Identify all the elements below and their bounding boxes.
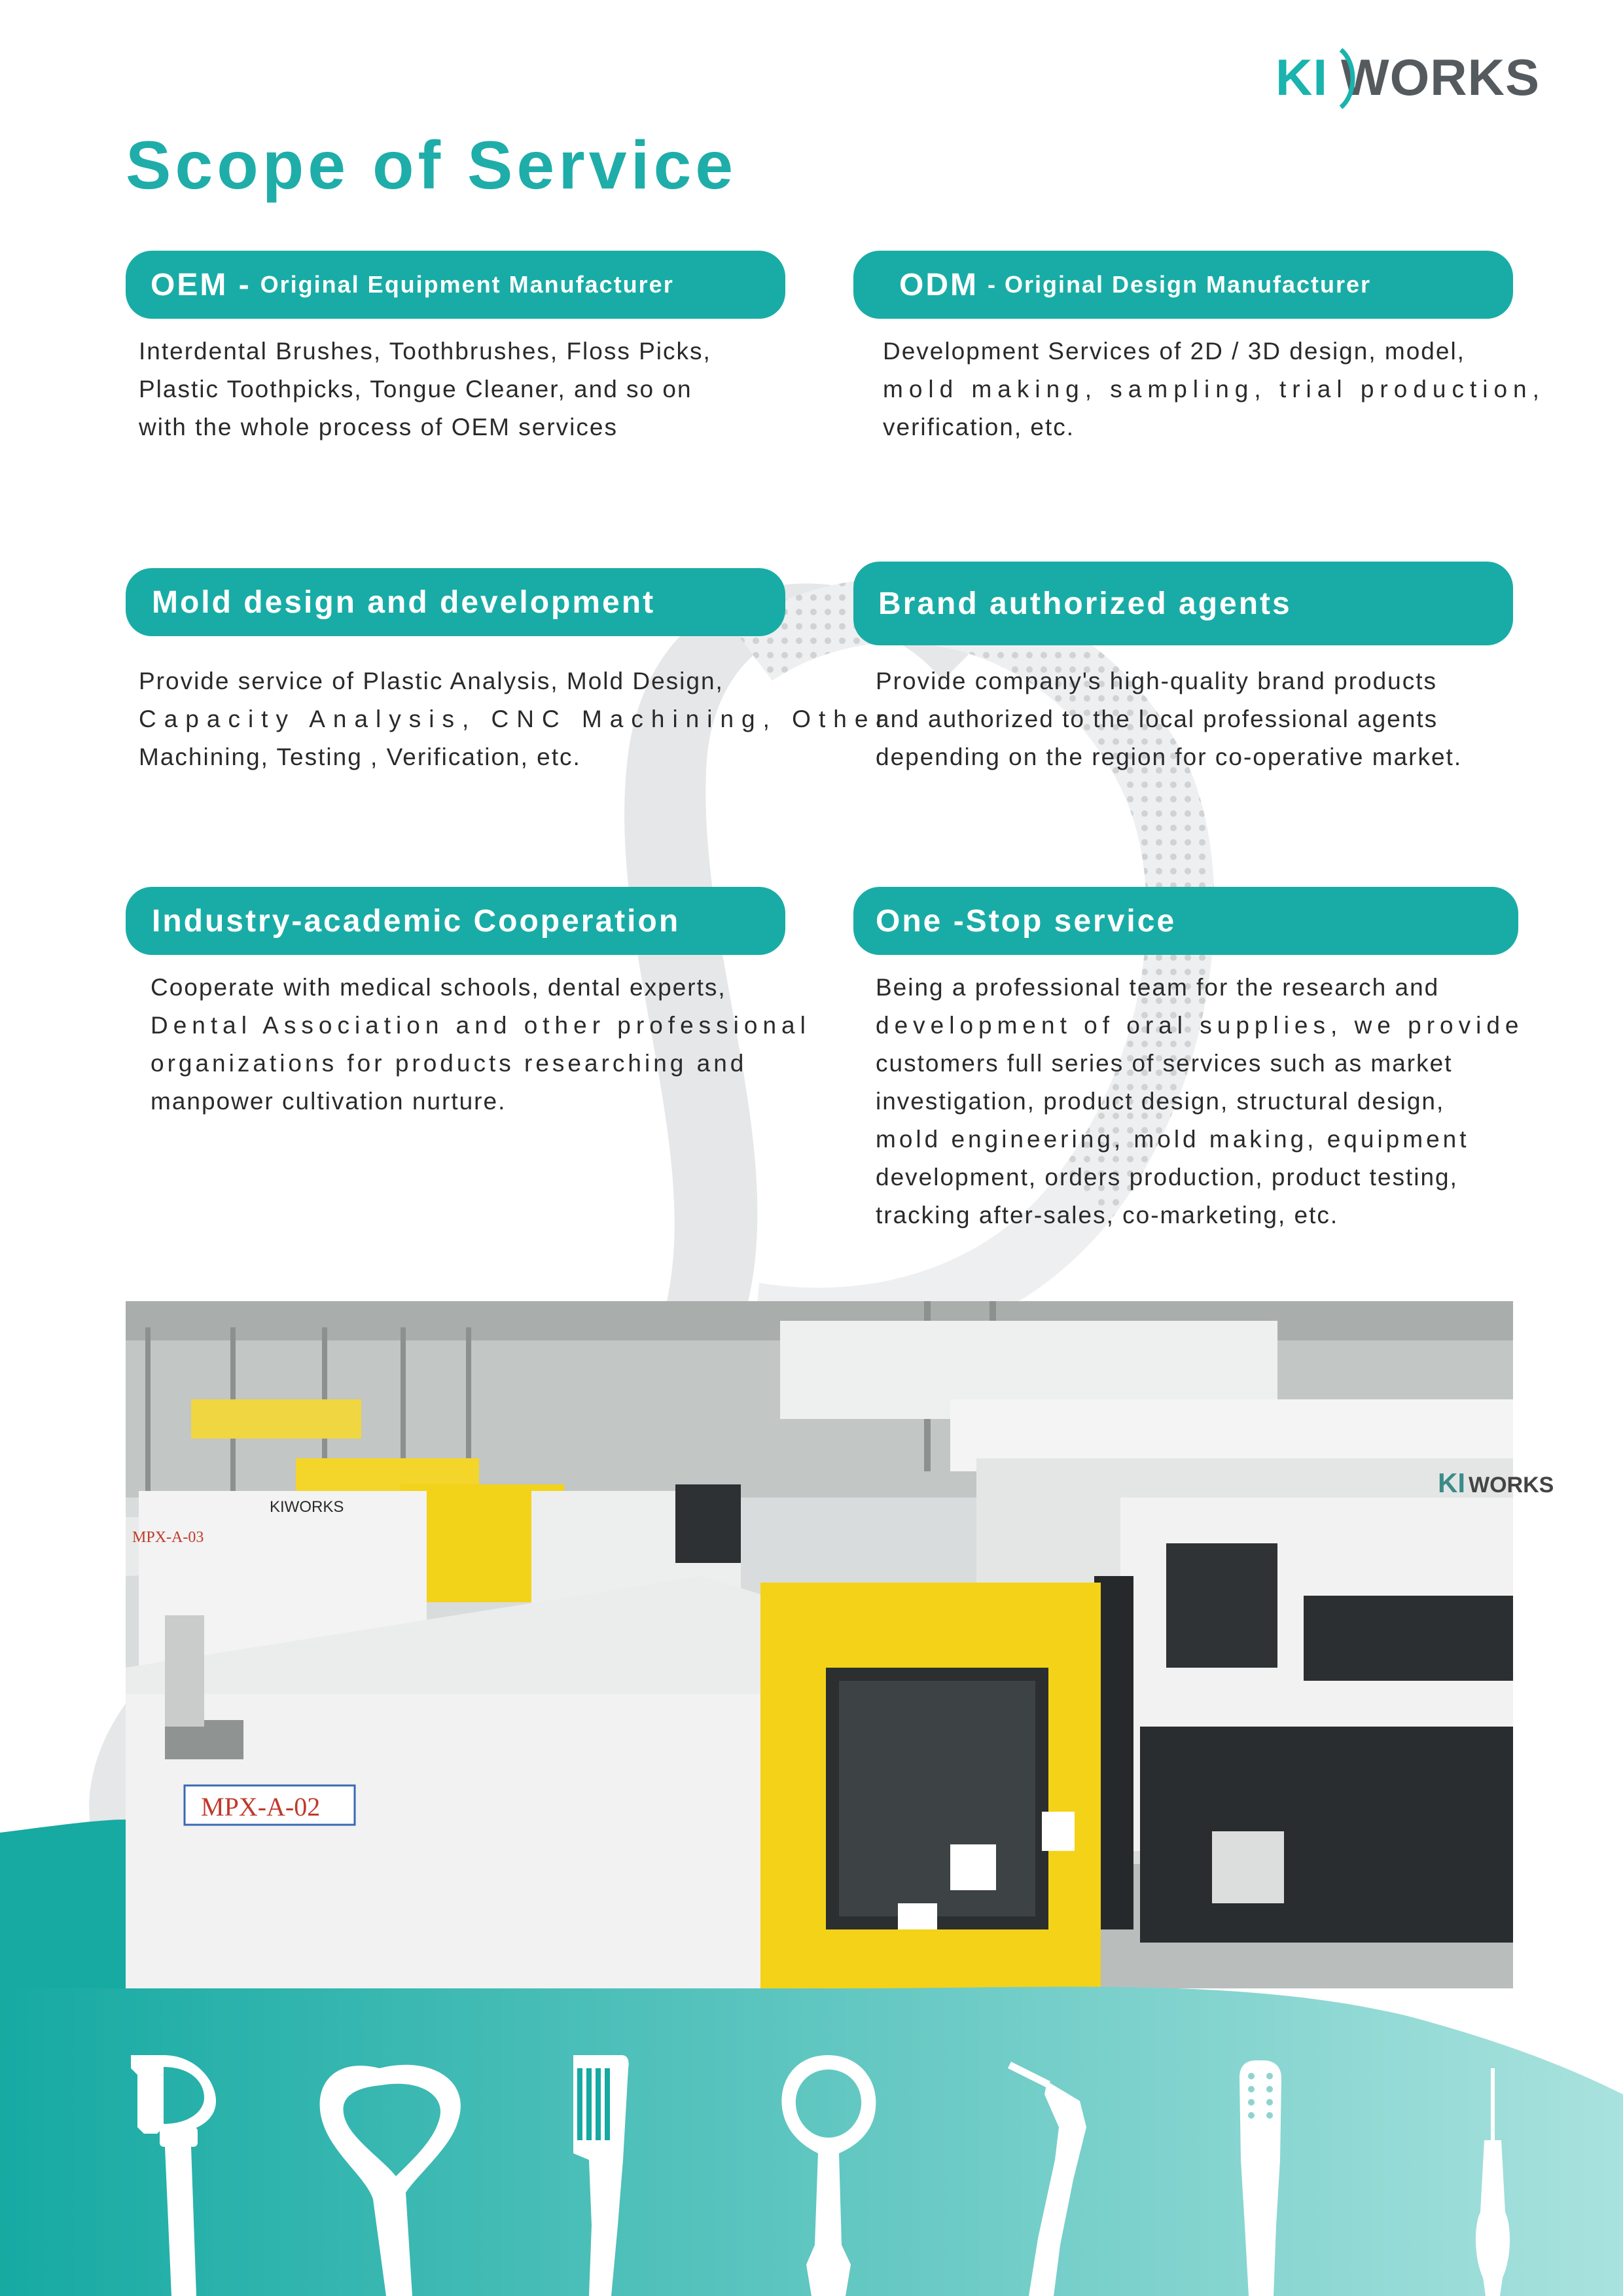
section-description-mold-design [139,662,892,776]
section-header-odm [853,251,1513,319]
interdental-brush-icon [1476,2068,1510,2296]
desc-line: development of oral supplies, we provide [876,1012,1524,1039]
desc-line: Plastic Toothpicks, Tongue Cleaner, and so on [139,376,692,403]
angled-interdental-brush-icon [1008,2062,1086,2296]
oral-care-tools-row [0,2029,1623,2296]
machine-brand-plate-ki: KI [1438,1467,1465,1498]
desc-line: with the whole process of OEM services [139,414,618,440]
section-header-mold-design [126,568,785,636]
section-title: Industry-academic Cooperation [152,903,681,939]
section-title: OEM - [151,267,251,302]
desc-line: organizations for products researching and [151,1050,747,1077]
desc-line: and authorized to the local professional agents [876,706,1438,732]
machine-label-a03: MPX-A-03 [132,1529,204,1546]
kiworks-logo [1273,47,1540,106]
section-title: Brand authorized agents [878,586,1292,621]
section-header-one-stop [853,887,1518,955]
round-tongue-scraper-icon [781,2055,876,2296]
desc-line: Cooperate with medical schools, dental experts, [151,974,726,1001]
desc-line: mold making, sampling, trial production, [883,376,1545,403]
desc-line: Being a professional team for the research and [876,974,1440,1001]
logo-works-text: WORKS [1341,48,1540,106]
machine-label-a02: MPX-A-02 [201,1792,321,1821]
desc-line: Capacity Analysis, CNC Machining, Other [139,706,892,732]
desc-line: mold engineering, mold making, equipment [876,1126,1470,1153]
tongue-cleaner-icon [320,2065,461,2296]
logo-arc-icon [1337,47,1363,110]
floss-pick-icon [131,2055,216,2296]
section-subtitle: - Original Design Manufacturer [987,271,1372,298]
desc-line: Provide company's high-quality brand products [876,668,1438,694]
desc-line: tracking after-sales, co-marketing, etc. [876,1202,1339,1229]
desc-line: Machining, Testing , Verification, etc. [139,744,581,770]
section-description-industry-academic [151,969,811,1121]
section-header-industry-academic [126,887,785,955]
section-title: One -Stop service [876,903,1177,939]
desc-line: Provide service of Plastic Analysis, Mold Design, [139,668,724,694]
section-subtitle: Original Equipment Manufacturer [260,271,674,298]
section-header-oem [126,251,785,319]
toothbrush-icon [573,2055,629,2296]
section-description-brand-agents [876,662,1462,776]
section-description-one-stop [876,969,1524,1234]
section-header-brand-agents [853,562,1513,645]
section-description-odm [883,332,1545,446]
section-description-oem [139,332,711,446]
desc-line: customers full series of services such as market [876,1050,1453,1077]
desc-line: verification, etc. [883,414,1075,440]
section-title: Mold design and development [152,584,656,620]
desc-line: investigation, product design, structural design, [876,1088,1445,1115]
machine-brand-plate-works: WORKS [1469,1473,1554,1498]
small-brand-label: KIWORKS [270,1498,344,1516]
desc-line: depending on the region for co-operative market. [876,744,1463,770]
desc-line: manpower cultivation nurture. [151,1088,507,1115]
desc-line: Development Services of 2D / 3D design, model, [883,338,1465,365]
logo-ki-text: KI [1275,48,1328,106]
desc-line: Dental Association and other professional [151,1012,811,1039]
desc-line: development, orders production, product testing, [876,1164,1458,1191]
section-title: ODM [899,267,978,302]
page-title: Scope of Service [126,128,738,204]
desc-line: Interdental Brushes, Toothbrushes, Floss Picks, [139,338,711,365]
soft-toothbrush-icon [1240,2060,1281,2296]
